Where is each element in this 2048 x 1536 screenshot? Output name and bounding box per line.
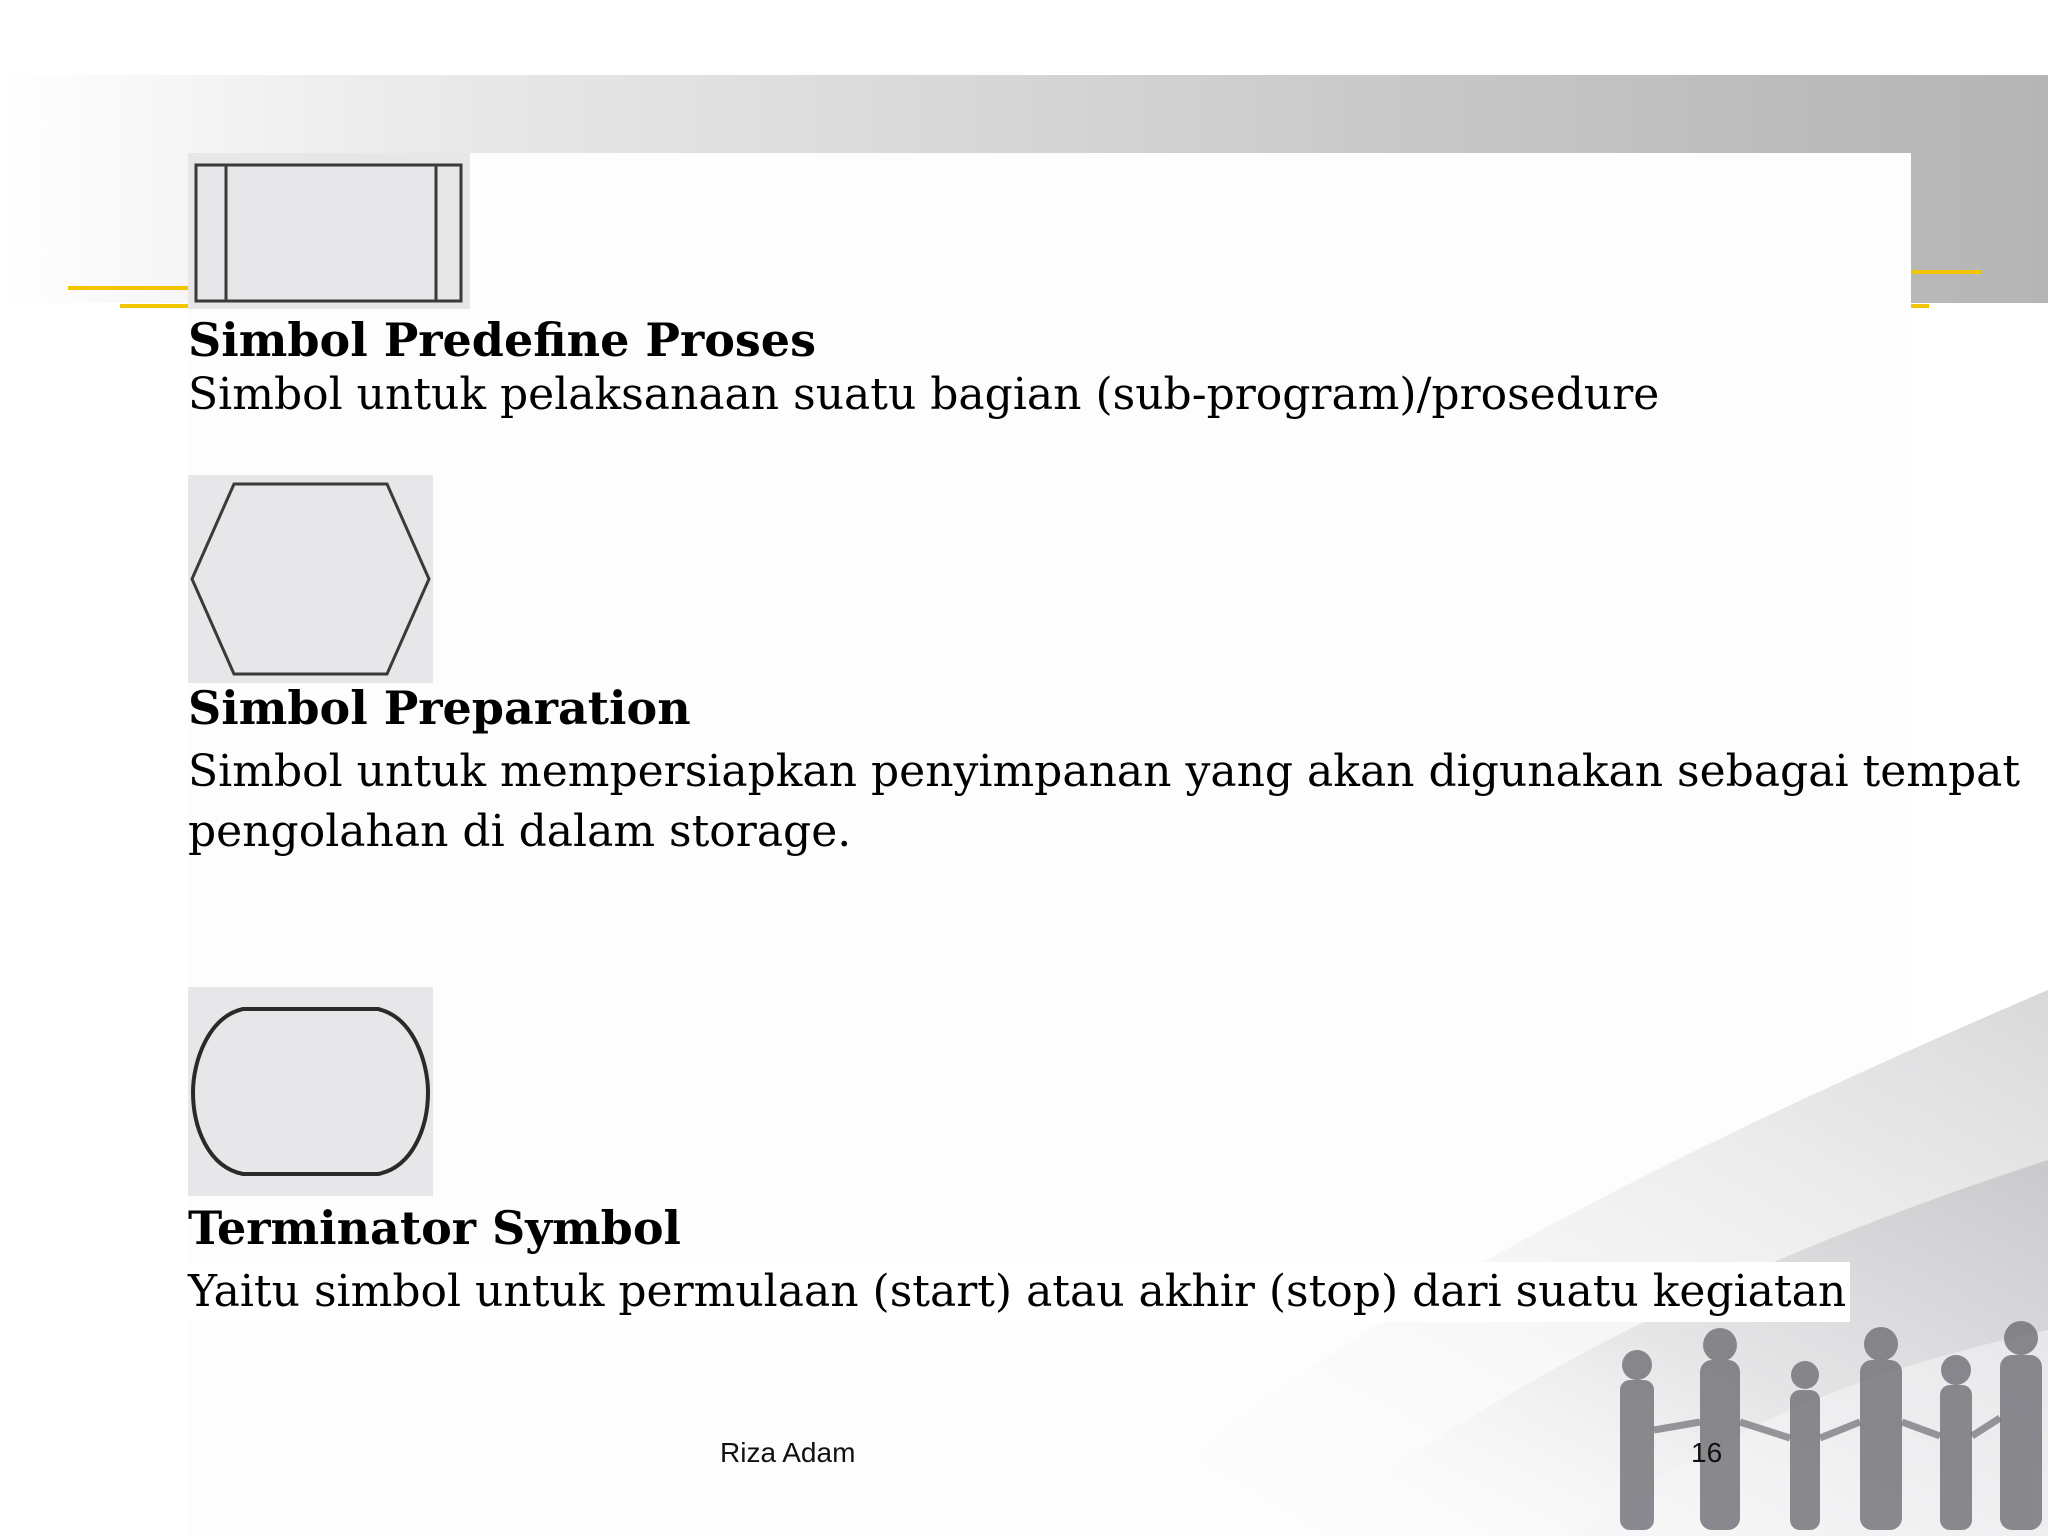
predefined-process-symbol-icon [188,153,470,309]
symbol-title: Simbol Preparation [188,681,691,735]
footer-author: Riza Adam [720,1437,856,1468]
symbol-title: Simbol Predefine Proses [188,313,816,367]
symbol-description: Yaitu simbol untuk permulaan (start) atau akhir (stop) dari suatu kegiatan [188,1262,1850,1322]
symbol-title: Terminator Symbol [188,1201,681,1255]
gold-accent-line [1911,304,1929,308]
decorative-swoosh-background [1100,960,2048,1536]
preparation-hexagon-symbol-icon [188,475,433,683]
gold-accent-line [68,286,188,290]
gold-accent-line [1911,270,1981,274]
symbol-description: Simbol untuk pelaksanaan suatu bagian (sub-program)/prosedure [188,369,1660,420]
gold-accent-line [120,304,188,308]
terminator-symbol-icon [188,987,433,1196]
symbol-description: Simbol untuk mempersiapkan penyimpanan yang akan digunakan sebagai tempat [188,746,2021,797]
symbol-description: pengolahan di dalam storage. [188,806,852,857]
page-number: 16 [1691,1437,1723,1468]
